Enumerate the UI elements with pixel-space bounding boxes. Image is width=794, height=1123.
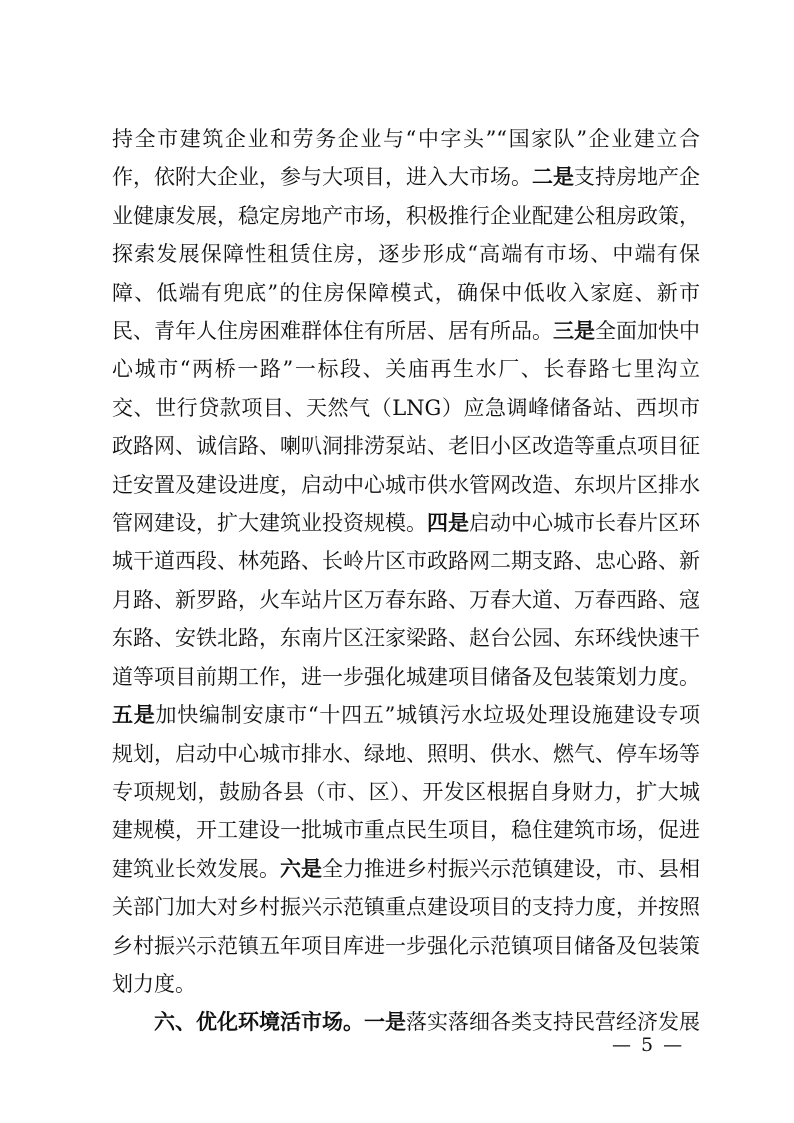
section-heading: 六、优化环境活市场。 — [154, 1009, 364, 1035]
text-run: 持全市建筑企业和劳务企业与“中字头”“国家队”企业建立合作，依附大企业，参与大项目，进入大市场。 — [112, 127, 700, 190]
emphasis-run: 五是 — [112, 702, 156, 728]
text-run: 落实落细各类支持民营经济发展 — [406, 1010, 700, 1035]
body-text — [112, 120, 700, 1042]
text-run: 加快编制安康市“十四五”城镇污水垃圾处理设施建设专项规划，启动中心城市排水、绿地、照明、供水、燃气、停车场等专项规划，鼓励各县（市、区）、开发区根据自身财力，扩大城建规模，开工建设一批城市重点民生项目，稳住建筑市场，促进建筑业长效发展。 — [112, 703, 700, 881]
emphasis-run: 三是 — [553, 318, 595, 344]
text-run: 支持房地产企业健康发展，稳定房地产市场，积极推行企业配建公租房政策，探索发展保障性租赁住房，逐步形成“高端有市场、中端有保障、低端有兜底”的住房保障模式，确保中低收入家庭、新市民、青年人住房困难群体住有所居、居有所品。 — [112, 165, 700, 344]
emphasis-run: 一是 — [364, 1009, 406, 1035]
page-number: — 5 — — [612, 1034, 685, 1056]
emphasis-run: 四是 — [427, 510, 469, 536]
text-run: 全力推进乡村振兴示范镇建设，市、县相关部门加大对乡村振兴示范镇重点建设项目的支持力度，并按照乡村振兴示范镇五年项目库进一步强化示范镇项目储备及包装策划力度。 — [112, 856, 700, 996]
text-run: 启动中心城市长春片区环城干道西段、林苑路、长岭片区市政路网二期支路、忠心路、新月路、新罗路，火车站片区万春东路、万春大道、万春西路、寇东路、安铁北路，东南片区汪家梁路、赵台公园、东环线快速干道等项目前期工作，进一步强化城建项目储备及包装策划力度。 — [112, 511, 700, 689]
emphasis-run: 二是 — [532, 164, 574, 190]
paragraph-continued — [112, 120, 700, 1003]
emphasis-run: 六是 — [280, 855, 322, 881]
text-run: 全面加快中心城市“两桥一路”一标段、关庙再生水厂、长春路七里沟立交、世行贷款项目、天然气（LNG）应急调峰储备站、西坝市政路网、诚信路、喇叭洞排涝泵站、老旧小区改造等重点项目征迁安置及建设进度，启动中心城市供水管网改造、东坝片区排水管网建设，扩大建筑业投资规模。 — [112, 319, 700, 536]
